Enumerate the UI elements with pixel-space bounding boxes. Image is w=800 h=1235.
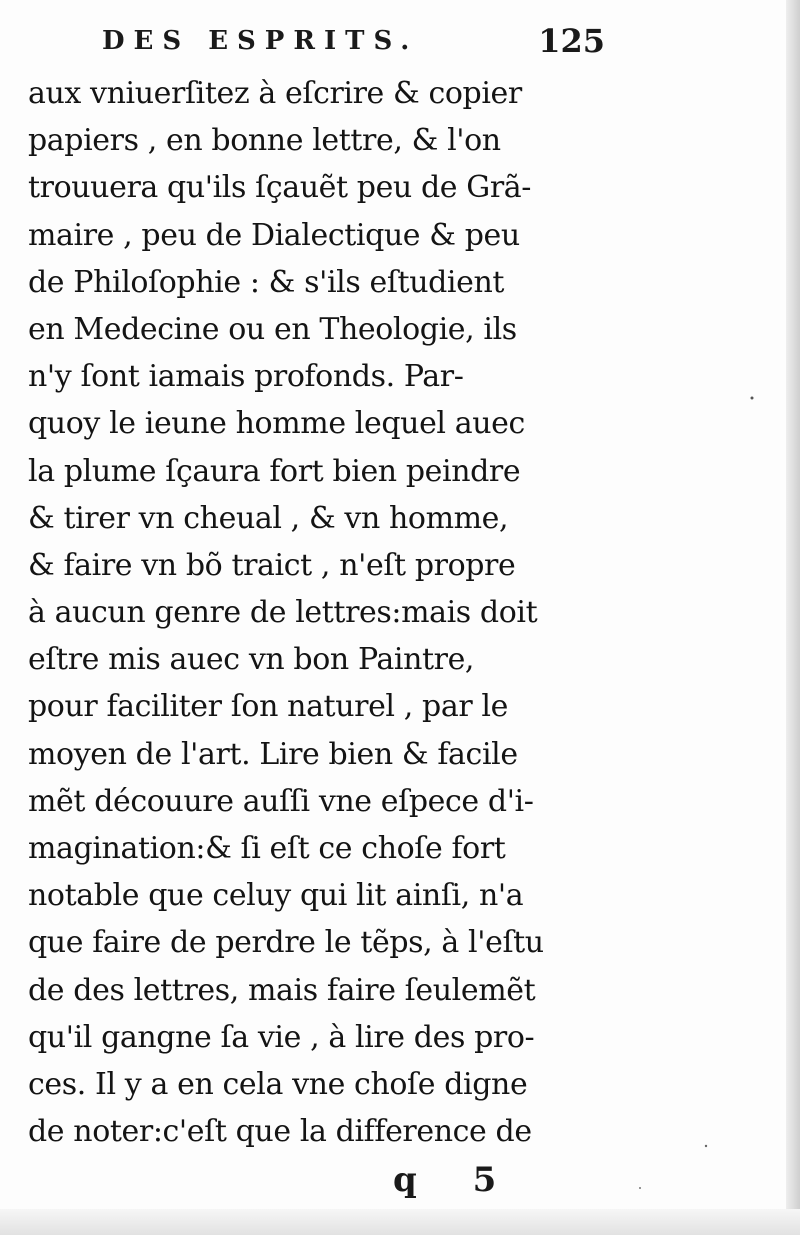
text-line: aux vniuerſitez à eſcrire & copier <box>28 76 522 111</box>
text-line: mẽt découure auſſi vne eſpece d'i- <box>28 783 534 819</box>
text-line: de noter:c'eſt que la difference de <box>28 1114 532 1150</box>
text-line: magination:& ſi eſt ce choſe fort <box>28 831 506 866</box>
text-line: ces. Il y a en cela vne choſe digne <box>28 1066 528 1102</box>
text-line: moyen de l'art. Lire bien & facile <box>28 736 518 772</box>
text-line: notable que celuy qui lit ainſi, n'a <box>28 878 524 914</box>
text-line: en Medecine ou en Theologie, ils <box>28 311 517 347</box>
text-line: la plume ſçaura fort bien peindre <box>28 453 521 489</box>
text-line: n'y ſont iamais profonds. Par- <box>28 359 464 395</box>
running-head: DES ESPRITS. <box>102 26 419 56</box>
text-line: quoy le ieune homme lequel auec <box>28 406 525 442</box>
text-line: & faire vn bõ traict , n'eſt propre <box>28 547 516 583</box>
page-number: 125 <box>538 22 605 60</box>
text-line: pour faciliter ſon naturel , par le <box>28 689 508 725</box>
text-line: & tirer vn cheual , & vn homme, <box>28 500 509 536</box>
signature-mark: q 5 <box>393 1160 519 1200</box>
text-line: papiers , en bonne lettre, & l'on <box>28 123 501 159</box>
text-line: que faire de perdre le tẽps, à l'eſtu <box>28 925 544 961</box>
text-line: trouuera qu'ils ſçauẽt peu de Grã- <box>28 170 532 206</box>
text-line: eſtre mis auec vn bon Paintre, <box>28 642 475 678</box>
page-bottom-shadow <box>0 1209 800 1235</box>
text-line: de Philoſophie : & s'ils eſtudient <box>28 264 505 300</box>
text-line: de des lettres, mais faire ſeulemẽt <box>28 972 536 1008</box>
text-line: maire , peu de Dialectique & peu <box>28 217 520 253</box>
text-line: qu'il gangne ſa vie , à lire des pro- <box>28 1019 535 1055</box>
text-line: à aucun genre de lettres:mais doit <box>28 595 538 631</box>
